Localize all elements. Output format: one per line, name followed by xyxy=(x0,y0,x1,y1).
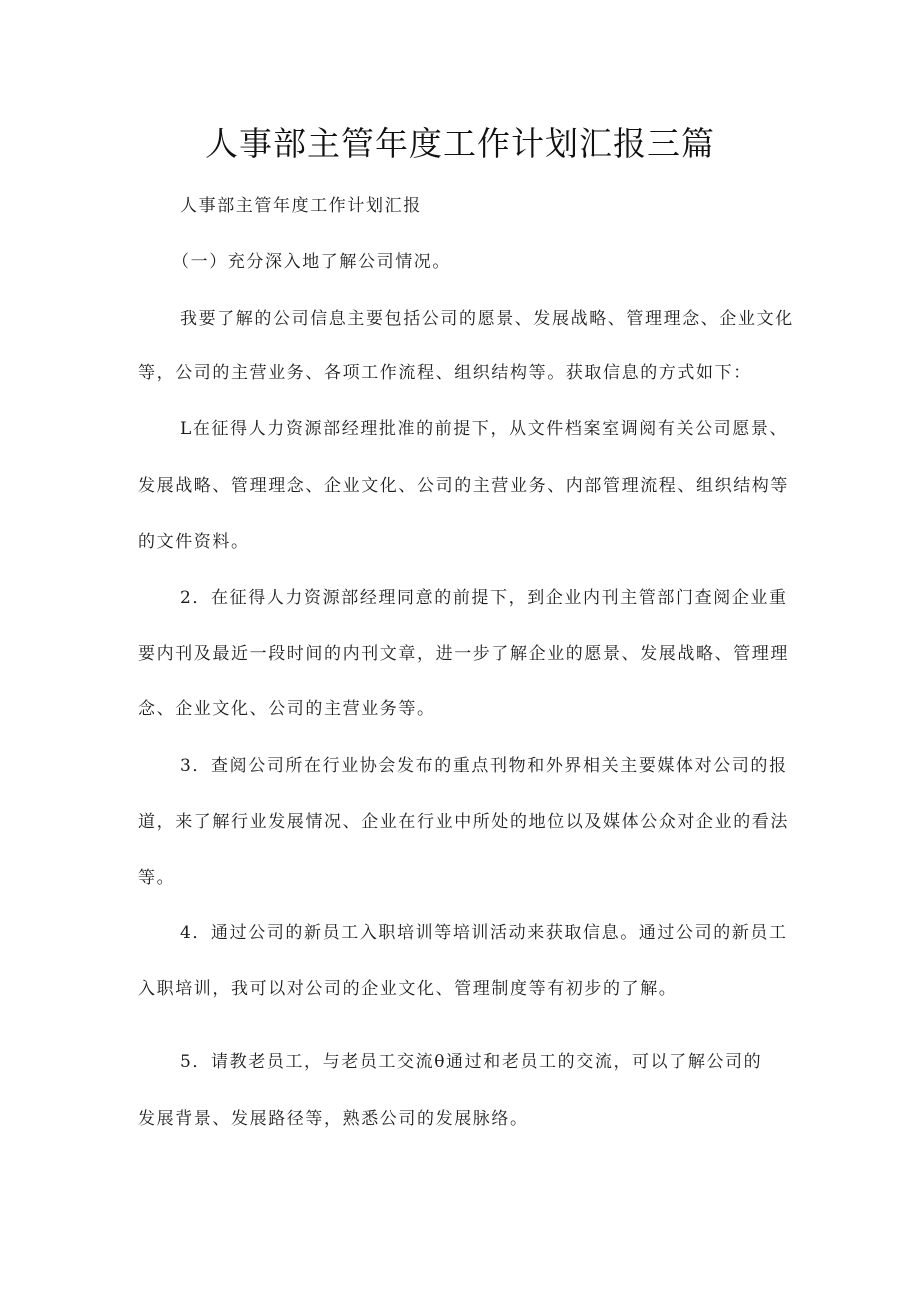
paragraph-3-line-1: 2．在征得人力资源部经理同意的前提下，到企业内刊主管部门查阅企业重 xyxy=(180,588,788,608)
section-heading: （一）充分深入地了解公司情况。 xyxy=(172,252,451,272)
paragraph-4-line-3: 等。 xyxy=(138,868,176,888)
paragraph-1-line-2: 等，公司的主营业务、各项工作流程、组织结构等。获取信息的方式如下： xyxy=(138,363,752,383)
paragraph-3-line-2: 要内刊及最近一段时间的内刊文章，进一步了解企业的愿景、发展战略、管理理 xyxy=(138,644,789,664)
paragraph-4-line-2: 道，来了解行业发展情况、企业在行业中所处的地位以及媒体公众对企业的看法 xyxy=(138,812,789,832)
paragraph-2-line-1: L在征得人力资源部经理批准的前提下，从文件档案室调阅有关公司愿景、 xyxy=(180,419,789,439)
paragraph-6-line-1: 5．请教老员工，与老员工交流θ通过和老员工的交流，可以了解公司的 xyxy=(180,1052,763,1072)
document-subtitle: 人事部主管年度工作计划汇报 xyxy=(180,196,422,216)
paragraph-3-line-3: 念、企业文化、公司的主营业务等。 xyxy=(138,699,436,719)
paragraph-5-line-1: 4．通过公司的新员工入职培训等培训活动来获取信息。通过公司的新员工 xyxy=(180,923,788,943)
paragraph-2-line-3: 的文件资料。 xyxy=(138,532,250,552)
paragraph-5-line-2: 入职培训，我可以对公司的企业文化、管理制度等有初步的了解。 xyxy=(138,979,678,999)
paragraph-6-line-2: 发展背景、发展路径等，熟悉公司的发展脉络。 xyxy=(138,1109,529,1129)
document-title: 人事部主管年度工作计划汇报三篇 xyxy=(205,124,715,163)
paragraph-4-line-1: 3．查阅公司所在行业协会发布的重点刊物和外界相关主要媒体对公司的报 xyxy=(180,756,788,776)
paragraph-2-line-2: 发展战略、管理理念、企业文化、公司的主营业务、内部管理流程、组织结构等 xyxy=(138,476,789,496)
paragraph-1-line-1: 我要了解的公司信息主要包括公司的愿景、发展战略、管理理念、企业文化 xyxy=(180,309,794,329)
